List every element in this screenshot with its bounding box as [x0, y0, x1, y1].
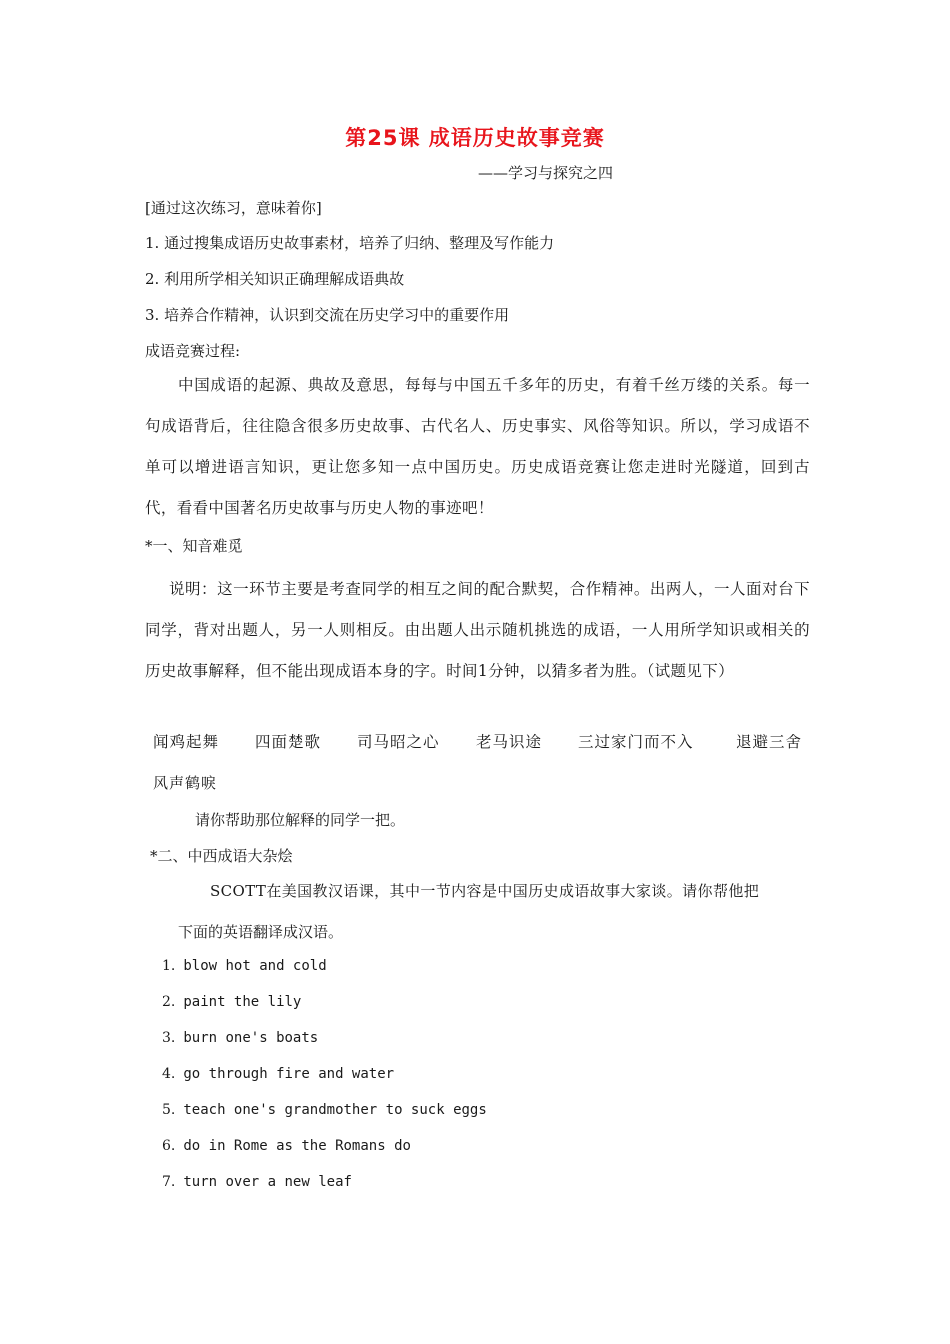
english-idiom-text: paint the lily [183, 994, 302, 1010]
section1-prompt: 请你帮助那位解释的同学一把。 [195, 811, 406, 829]
english-idiom-item [162, 1030, 318, 1046]
english-idiom-item [162, 994, 301, 1010]
english-idiom-text: burn one's boats [183, 1030, 319, 1046]
idiom-item: 四面楚歌 [255, 733, 322, 751]
objective-item: 2. 利用所学相关知识正确理解成语典故 [145, 270, 405, 288]
english-idiom-item [162, 958, 327, 974]
objective-item: 3. 培养合作精神，认识到交流在历史学习中的重要作用 [145, 306, 510, 324]
english-idiom-item [162, 1066, 394, 1082]
section2-intro-line1: SCOTT在美国教汉语课，其中一节内容是中国历史成语故事大家谈。请你帮他把 [210, 882, 760, 900]
idiom-item: 老马识途 [476, 733, 543, 751]
lesson-subtitle: ——学习与探究之四 [478, 164, 614, 182]
idiom-item: 三过家门而不入 [578, 733, 694, 751]
item-number: 2. [162, 994, 176, 1010]
english-idiom-item [162, 1174, 352, 1190]
item-number: 3. [162, 1030, 176, 1046]
idiom-item: 闻鸡起舞 [153, 733, 220, 751]
lesson-title: 第25课 成语历史故事竞赛 [345, 126, 605, 150]
objective-item: 1. 通过搜集成语历史故事素材，培养了归纳、整理及写作能力 [145, 234, 555, 252]
english-idiom-item [162, 1138, 411, 1154]
english-idiom-text: go through fire and water [183, 1066, 395, 1082]
process-intro-paragraph: 中国成语的起源、典故及意思，每每与中国五千多年的历史，有着千丝万缕的关系。每一句成语背后，往往隐含很多历史故事、古代名人、历史事实、风俗等知识。所以，学习成语不单可以增进语言知识，更让您多知一点中国历史。历史成语竞赛让您走进时光隧道，回到古代，看看中国著名历史故事与历史人物的事迹吧！ [145, 376, 810, 517]
item-number: 1. [162, 958, 176, 974]
section1-heading: *一、知音难觅 [145, 537, 243, 555]
english-idiom-text: do in Rome as the Romans do [183, 1138, 411, 1154]
idiom-item: 司马昭之心 [357, 733, 440, 751]
idiom-item: 风声鹤唳 [153, 774, 218, 792]
idiom-list [153, 730, 813, 752]
english-idiom-text: turn over a new leaf [183, 1174, 352, 1190]
english-idiom-text: teach one's grandmother to suck eggs [183, 1102, 487, 1118]
item-number: 7. [162, 1174, 176, 1190]
idiom-item: 退避三舍 [736, 733, 803, 751]
section2-intro-line2: 下面的英语翻译成汉语。 [178, 923, 344, 941]
process-heading: 成语竞赛过程: [145, 342, 241, 360]
objectives-heading: [通过这次练习，意味着你] [145, 199, 322, 217]
item-number: 6. [162, 1138, 176, 1154]
english-idiom-text: blow hot and cold [183, 958, 327, 974]
english-idiom-item [162, 1102, 487, 1118]
section1-description: 说明：这一环节主要是考查同学的相互之间的配合默契，合作精神。出两人，一人面对台下同学，背对出题人，另一人则相反。由出题人出示随机挑选的成语，一人用所学知识或相关的历史故事解释，但不能出现成语本身的字。时间1分钟，以猜多者为胜。（试题见下） [145, 580, 810, 680]
item-number: 5. [162, 1102, 176, 1118]
item-number: 4. [162, 1066, 176, 1082]
section2-heading: *二、中西成语大杂烩 [150, 847, 293, 865]
